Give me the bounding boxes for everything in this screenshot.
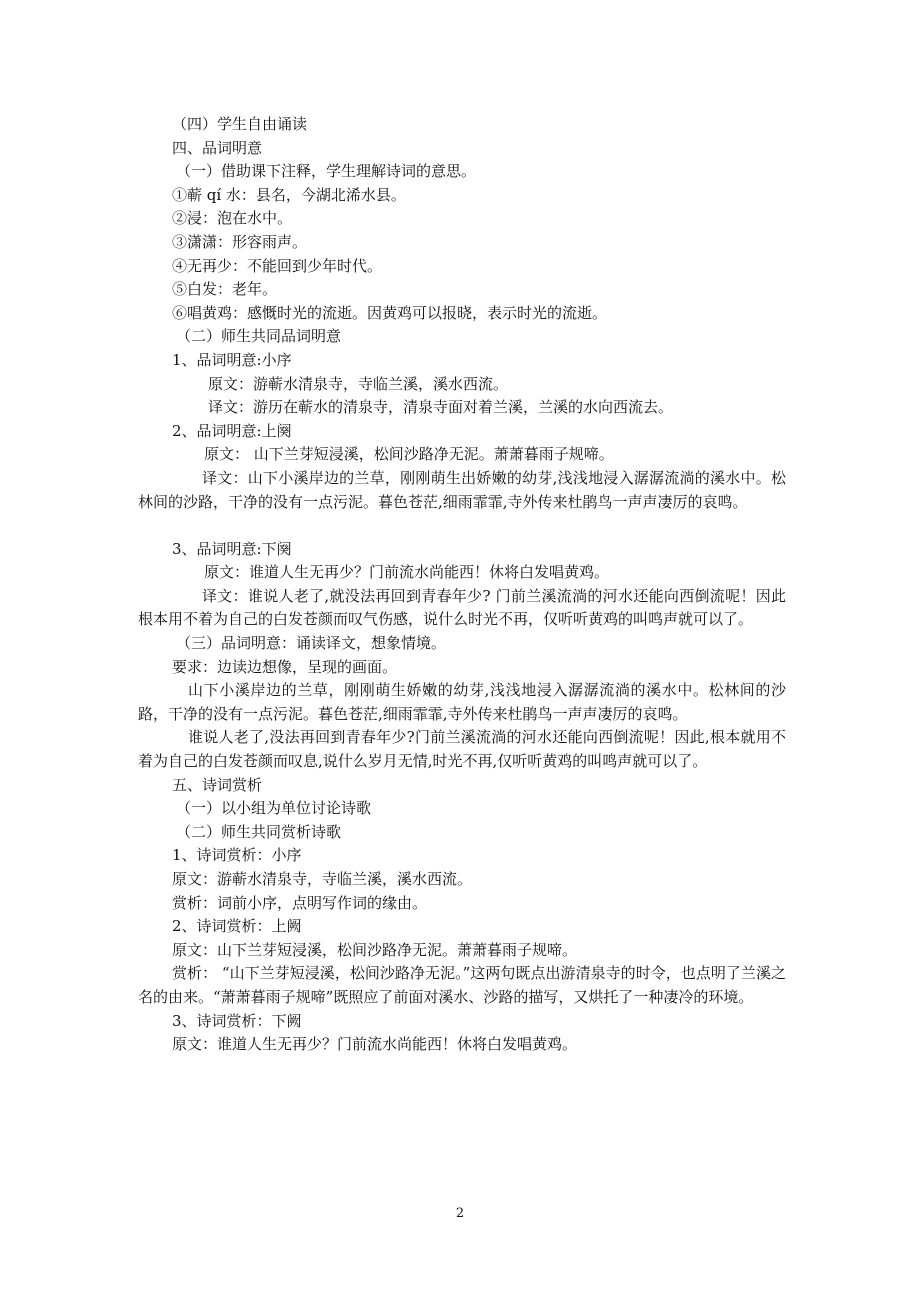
appreciate-original-upper: 原文：山下兰芽短浸溪，松间沙路净无泥。萧萧暮雨子规啼。 [172,940,578,959]
scene-paragraph-1: 山下小溪岸边的兰草，刚刚萌生娇嫩的幼芽,浅浅地浸入潺潺流淌的溪水中。松林间的沙路，干净的没有一点污泥。暮色苍茫,细雨霏霏,寺外传来杜鹃鸟一声声凄厉的哀鸣。 [138,681,786,723]
section-heading-shangxi: 五、诗词赏析 [172,775,263,794]
item-heading-upper: 2、品词明意:上阕 [172,421,292,440]
page-number: 2 [455,1206,465,1221]
note-item-6: ⑥唱黄鸡：感慨时光的流逝。因黄鸡可以报晓，表示时光的流逝。 [172,303,608,322]
subheading-appreciate: （二）师生共同赏析诗歌 [176,822,342,841]
subheading-3: （三）品词明意：诵读译文，想象情境。 [176,634,447,653]
appreciate-heading-upper: 2、诗词赏析：上阙 [172,917,302,936]
note-item-3: ③潇潇：形容雨声。 [172,232,308,251]
note-item-1: ①蕲 qí 水：县名，今湖北浠水县。 [172,185,406,204]
appreciate-original-preface: 原文：游蕲水清泉寺，寺临兰溪，溪水西流。 [172,870,473,888]
document-body [138,113,786,1057]
note-item-4: ④无再少：不能回到少年时代。 [172,256,383,275]
appreciate-heading-preface: 1、诗词赏析：小序 [172,846,302,865]
note-item-2: ②浸：泡在水中。 [172,209,293,228]
original-text-preface: 原文：游蕲水清泉寺，寺临兰溪，溪水西流。 [208,374,509,393]
appreciate-heading-lower: 3、诗词赏析：下阙 [172,1011,302,1030]
original-text-upper: 原文： 山下兰芽短浸溪，松间沙路净无泥。萧萧暮雨子规啼。 [204,445,614,464]
subheading-discuss: （一）以小组为单位讨论诗歌 [176,799,372,818]
scene-paragraph-2: 谁说人老了,没法再回到青春年少?门前兰溪流淌的河水还能向西倒流呢！因此,根本就用不着为自己的白发苍颜而叹息,说什么岁月无情,时光不再,仅听听黄鸡的叫鸣声就可以了。 [138,728,786,771]
original-text-lower: 原文：谁道人生无再少？门前流水尚能西！休将白发唱黄鸡。 [204,563,610,582]
subheading-2: （二）师生共同品词明意 [176,327,342,346]
note-item-5: ⑤白发：老年。 [172,280,278,299]
item-heading-preface: 1、品词明意:小序 [172,350,292,369]
blank-line [138,514,786,538]
item-heading-lower: 3、品词明意:下阕 [172,539,292,558]
appreciate-original-lower: 原文：谁道人生无再少？门前流水尚能西！休将白发唱黄鸡。 [172,1035,578,1054]
appreciate-comment-preface: 赏析：词前小序，点明写作词的缘由。 [172,893,428,912]
section-heading-pinci: 四、品词明意 [172,138,263,157]
section-heading-4: （四）学生自由诵读 [172,115,308,133]
translation-lower: 译文：谁说人老了,就没法再回到青春年少? 门前兰溪流淌的河水还能向西倒流呢！因此根本用不着为自己的白发苍颜而叹气伤感，说什么时光不再，仅听听黄鸡的叫鸣声就可以了。 [138,586,786,629]
translation-preface: 译文：游历在蕲水的清泉寺，清泉寺面对着兰溪，兰溪的水向西流去。 [208,398,674,417]
requirement-text: 要求：边读边想像，呈现的画面。 [172,657,398,676]
translation-upper: 译文：山下小溪岸边的兰草，刚刚萌生出娇嫩的幼芽,浅浅地浸入潺潺流淌的溪水中。松林间的沙路，干净的没有一点污泥。暮色苍茫,细雨霏霏,寺外传来杜鹃鸟一声声凄厉的哀鸣。 [138,468,786,511]
subheading-1: （一）借助课下注释，学生理解诗词的意思。 [176,162,477,181]
appreciate-comment-upper: 赏析： “山下兰芽短浸溪，松间沙路净无泥。”这两句既点出游清泉寺的时令，也点明了兰溪之名的由来。“萧萧暮雨子规啼”既照应了前面对溪水、沙路的描写，又烘托了一种凄冷的环境。 [138,964,786,1006]
